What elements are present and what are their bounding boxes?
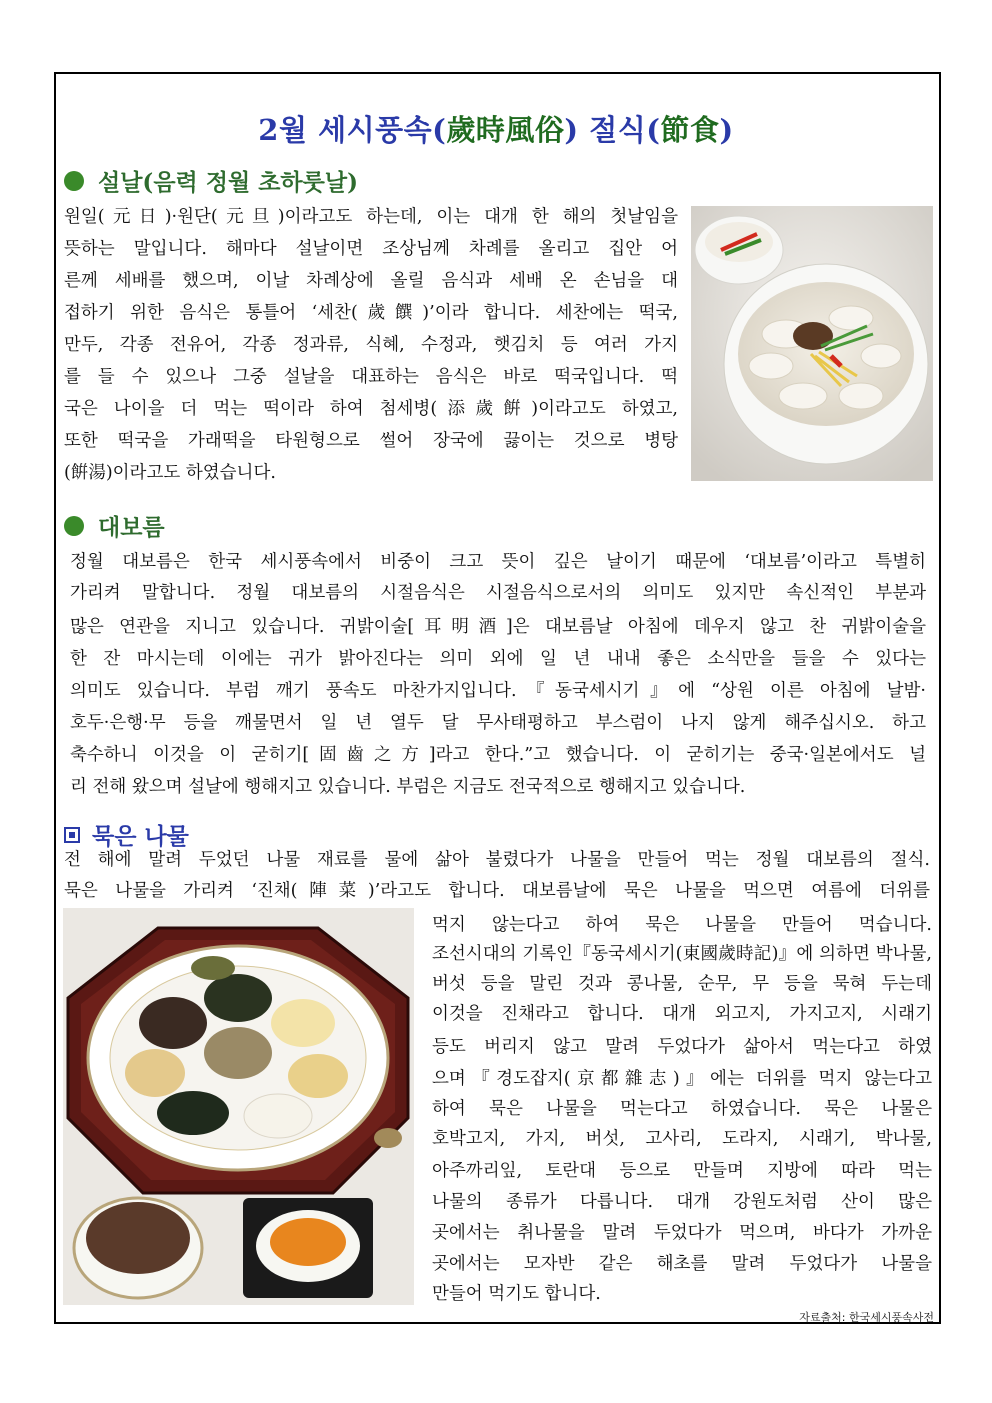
- paragraph-line: 또한 떡국을 가래떡을 타원형으로 썰어 장국에 끓이는 것으로 병탕: [64, 431, 678, 451]
- source-caption: 자료출처: 한국세시풍속사전: [799, 1311, 934, 1324]
- section-heading-text: 대보름: [98, 514, 165, 541]
- title-hanja-1: 歲時風俗: [446, 113, 565, 147]
- paragraph-line: 하여 묵은 나물을 먹는다고 하였습니다. 묵은 나물은: [432, 1099, 932, 1119]
- title-hanja-2: 節食: [660, 113, 720, 147]
- paragraph-line: 먹지 않는다고 하여 묵은 나물을 만들어 먹습니다.: [432, 915, 932, 935]
- title-text-mid: ) 절식(: [564, 113, 661, 147]
- paragraph-line: 접하기 위한 음식은 통틀어 ‘세찬(歲饌)’이라 합니다. 세찬에는 떡국,: [64, 303, 678, 323]
- paragraph-line: 를 들 수 있으나 그중 설날을 대표하는 음식은 바로 떡국입니다. 떡: [64, 367, 678, 387]
- paragraph-line: 만두, 각종 전유어, 각종 정과류, 식혜, 수정과, 햇김치 등 여러 가지: [64, 335, 678, 355]
- bullet-circle-icon: [64, 516, 84, 536]
- paragraph-line: 원일(元日)·원단(元旦)이라고도 하는데, 이는 대개 한 해의 첫날임을: [64, 207, 678, 227]
- paragraph-line: 많은 연관을 지니고 있습니다. 귀밝이술[耳明酒]은 대보름날 아침에 데우지 않고 찬 귀밝이술을: [70, 617, 926, 637]
- paragraph-line: 묵은 나물을 가리켜 ‘진채(陣菜)’라고도 합니다. 대보름날에 묵은 나물을 먹으면 여름에 더위를: [64, 881, 930, 901]
- paragraph-line: 른께 세배를 했으며, 이날 차례상에 올릴 음식과 세배 온 손님을 대: [64, 271, 678, 291]
- section-heading-daeboreum: [64, 509, 165, 542]
- page-title: [0, 108, 992, 149]
- section-heading-seollal: [64, 164, 358, 197]
- section-heading-text: 묵은 나물: [92, 823, 189, 850]
- paragraph-line: 리 전해 왔으며 설날에 행해지고 있습니다. 부럼은 지금도 전국적으로 행해지고 있습니다.: [70, 777, 746, 797]
- paragraph-line: 나물의 종류가 다릅니다. 대개 강원도처럼 산이 많은: [432, 1192, 932, 1212]
- title-text: 2월 세시풍속(: [258, 113, 447, 147]
- paragraph-line: 곳에서는 취나물을 말려 두었다가 먹으며, 바다가 가까운: [432, 1223, 932, 1243]
- paragraph-line: 정월 대보름은 한국 세시풍속에서 비중이 크고 뜻이 깊은 날이기 때문에 ‘대보름’이라고 특별히: [70, 552, 926, 572]
- paragraph-line: 등도 버리지 않고 말려 두었다가 삶아서 먹는다고 하였: [432, 1037, 932, 1057]
- paragraph-line: 호박고지, 가지, 버섯, 고사리, 도라지, 시래기, 박나물,: [432, 1129, 932, 1149]
- title-text-end: ): [719, 113, 734, 147]
- paragraph-line: 의미도 있습니다. 부럼 깨기 풍속도 마찬가지입니다.『동국세시기』에 “상원 이른 아침에 날밤·: [70, 681, 926, 701]
- paragraph-line: 가리켜 말합니다. 정월 대보름의 시절음식은 시절음식으로서의 의미도 있지만 속신적인 부분과: [70, 583, 926, 603]
- paragraph-line: 뜻하는 말입니다. 해마다 설날이면 조상님께 차례를 올리고 집안 어: [64, 239, 678, 259]
- paragraph-line: 전 해에 말려 두었던 나물 재료를 물에 삶아 불렸다가 나물을 만들어 먹는 정월 대보름의 절식.: [64, 850, 930, 870]
- paragraph-line: 곳에서는 모자반 같은 해초를 말려 두었다가 나물을: [432, 1254, 932, 1274]
- namul-photo: [63, 908, 414, 1305]
- paragraph-line: 조선시대의 기록인『동국세시기(東國歲時記)』에 의하면 박나물,: [432, 944, 932, 964]
- tteokguk-photo: [691, 206, 933, 481]
- paragraph-line: (餠湯)이라고도 하였습니다.: [64, 463, 276, 483]
- paragraph-line: 이것을 진채라고 합니다. 대개 외고지, 가지고지, 시래기: [432, 1004, 932, 1024]
- paragraph-line: 아주까리잎, 토란대 등으로 만들며 지방에 따라 먹는: [432, 1161, 932, 1181]
- bullet-square-icon: [64, 827, 80, 843]
- paragraph-line: 으며『경도잡지(京都雜志)』에는 더위를 먹지 않는다고: [432, 1069, 932, 1089]
- paragraph-line: 만들어 먹기도 합니다.: [432, 1284, 601, 1304]
- paragraph-line: 국은 나이을 더 먹는 떡이라 하여 첨세병(添歲餠)이라고도 하였고,: [64, 399, 678, 419]
- section-heading-text: 설날(음력 정월 초하룻날): [98, 169, 358, 196]
- paragraph-line: 버섯 등을 말린 것과 콩나물, 순무, 무 등을 묵혀 두는데: [432, 974, 932, 994]
- paragraph-line: 호두·은행·무 등을 깨물면서 일 년 열두 달 무사태평하고 부스럼이 나지 않게 해주십시오. 하고: [70, 713, 926, 733]
- bullet-circle-icon: [64, 171, 84, 191]
- paragraph-line: 한 잔 마시는데 이에는 귀가 밝아진다는 의미 외에 일 년 내내 좋은 소식만을 들을 수 있다는: [70, 649, 926, 669]
- paragraph-line: 축수하니 이것을 이 굳히기[固齒之方]라고 한다.”고 했습니다. 이 굳히기는 중국·일본에서도 널: [70, 745, 926, 765]
